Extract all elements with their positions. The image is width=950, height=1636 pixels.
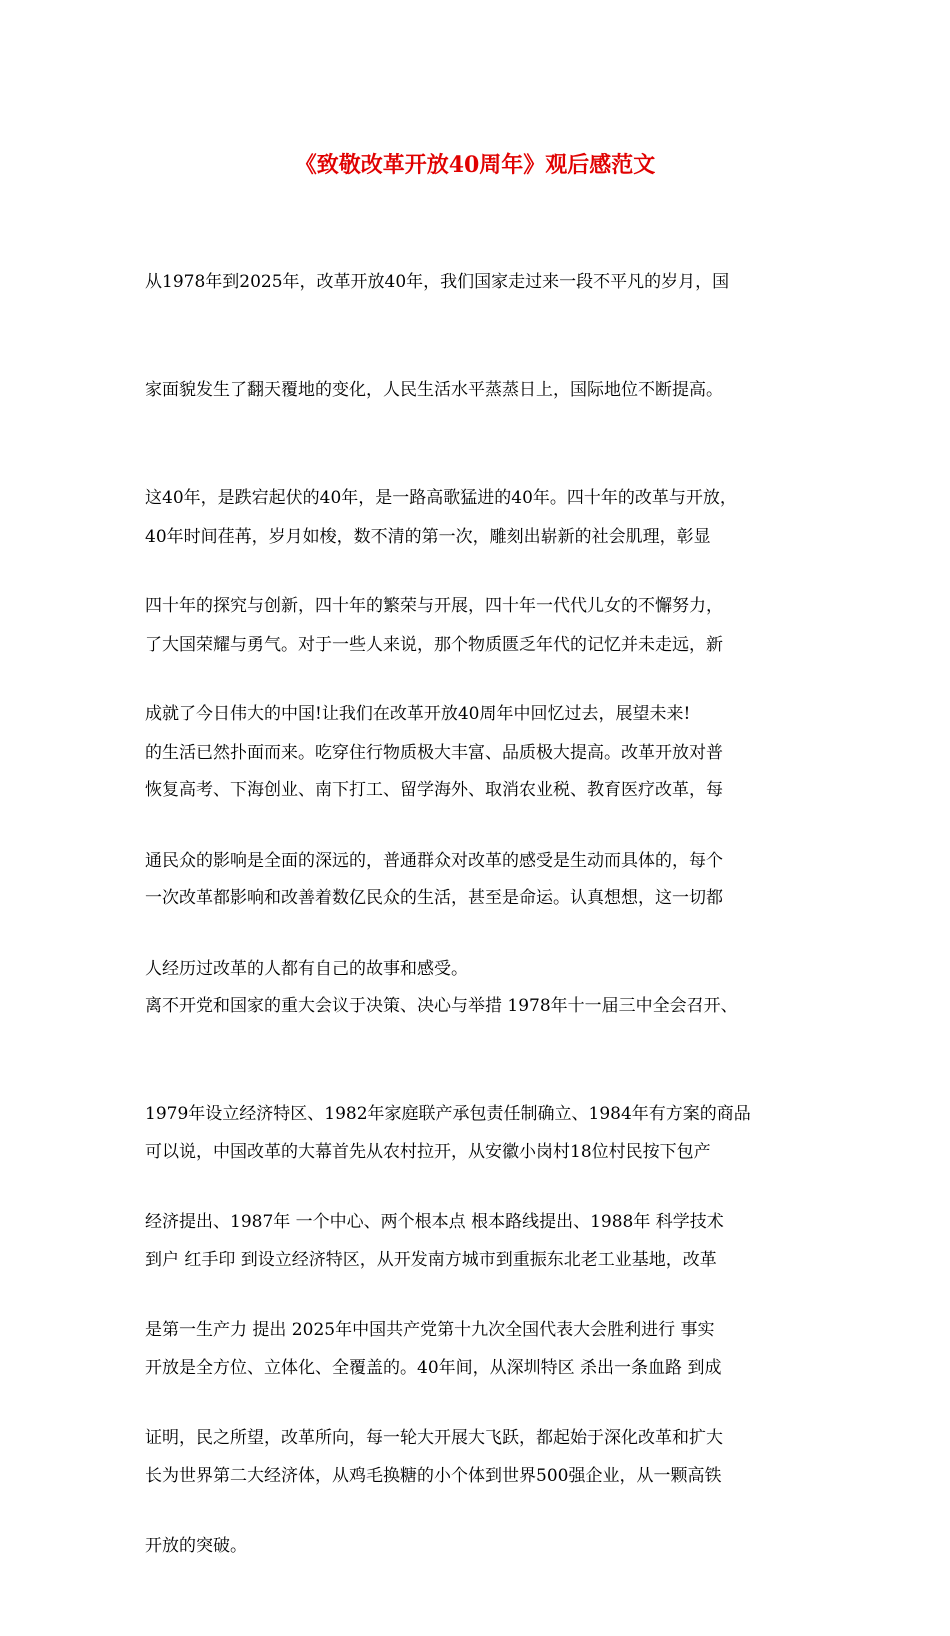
paragraph-line: 通民众的影响是全面的深远的，普通群众对改革的感受是生动而具体的，每个 [145, 851, 723, 871]
paragraph-line: 经济提出、1987年 一个中心、两个根本点 根本路线提出、1988年 科学技术 [145, 1212, 724, 1232]
paragraph-line: 一次改革都影响和改善着数亿民众的生活，甚至是命运。认真想想，这一切都 [145, 888, 723, 908]
paragraph-line: 家面貌发生了翻天覆地的变化，人民生活水平蒸蒸日上，国际地位不断提高。 [145, 380, 723, 400]
paragraph-line: 离不开党和国家的重大会议于决策、决心与举措 1978年十一届三中全会召开、 [145, 996, 738, 1016]
paragraph-line: 恢复高考、下海创业、南下打工、留学海外、取消农业税、教育医疗改革，每 [145, 780, 723, 800]
paragraph-line: 证明，民之所望，改革所向，每一轮大开展大飞跃，都起始于深化改革和扩大 [145, 1428, 723, 1448]
paragraph-line: 到户 红手印 到设立经济特区，从开发南方城市到重振东北老工业基地，改革 [145, 1250, 717, 1270]
paragraph-line: 四十年的探究与创新，四十年的繁荣与开展，四十年一代代儿女的不懈努力， [145, 596, 723, 616]
paragraph-line: 从1978年到2025年，改革开放40年，我们国家走过来一段不平凡的岁月，国 [145, 272, 730, 292]
paragraph-line: 成就了今日伟大的中国!让我们在改革开放40周年中回忆过去，展望未来! [145, 704, 691, 724]
paragraph-line: 长为世界第二大经济体，从鸡毛换糖的小个体到世界500强企业，从一颗高铁 [145, 1466, 722, 1486]
paragraph-line: 人经历过改革的人都有自己的故事和感受。 [145, 959, 468, 979]
paragraph-line: 的生活已然扑面而来。吃穿住行物质极大丰富、品质极大提高。改革开放对普 [145, 743, 723, 763]
paragraph-line: 了大国荣耀与勇气。对于一些人来说，那个物质匮乏年代的记忆并未走远，新 [145, 635, 723, 655]
paragraph-line: 开放的突破。 [145, 1536, 247, 1556]
paragraph-line: 是第一生产力 提出 2025年中国共产党第十九次全国代表大会胜利进行 事实 [145, 1320, 715, 1340]
paragraph-4 [145, 1062, 815, 1566]
paragraph-line: 这40年，是跌宕起伏的40年，是一路高歌猛进的40年。四十年的改革与开放， [145, 488, 737, 508]
paragraph-line: 40年时间荏苒，岁月如梭，数不清的第一次，雕刻出崭新的社会肌理，彰显 [145, 527, 711, 547]
paragraph-line: 开放是全方位、立体化、全覆盖的。40年间，从深圳特区 杀出一条血路 到成 [145, 1358, 722, 1378]
paragraph-line: 可以说，中国改革的大幕首先从农村拉开，从安徽小岗村18位村民按下包产 [145, 1142, 711, 1162]
document-title: 《致敬改革开放40周年》观后感范文 [294, 152, 656, 178]
paragraph-line: 1979年设立经济特区、1982年家庭联产承包责任制确立、1984年有方案的商品 [145, 1104, 751, 1124]
